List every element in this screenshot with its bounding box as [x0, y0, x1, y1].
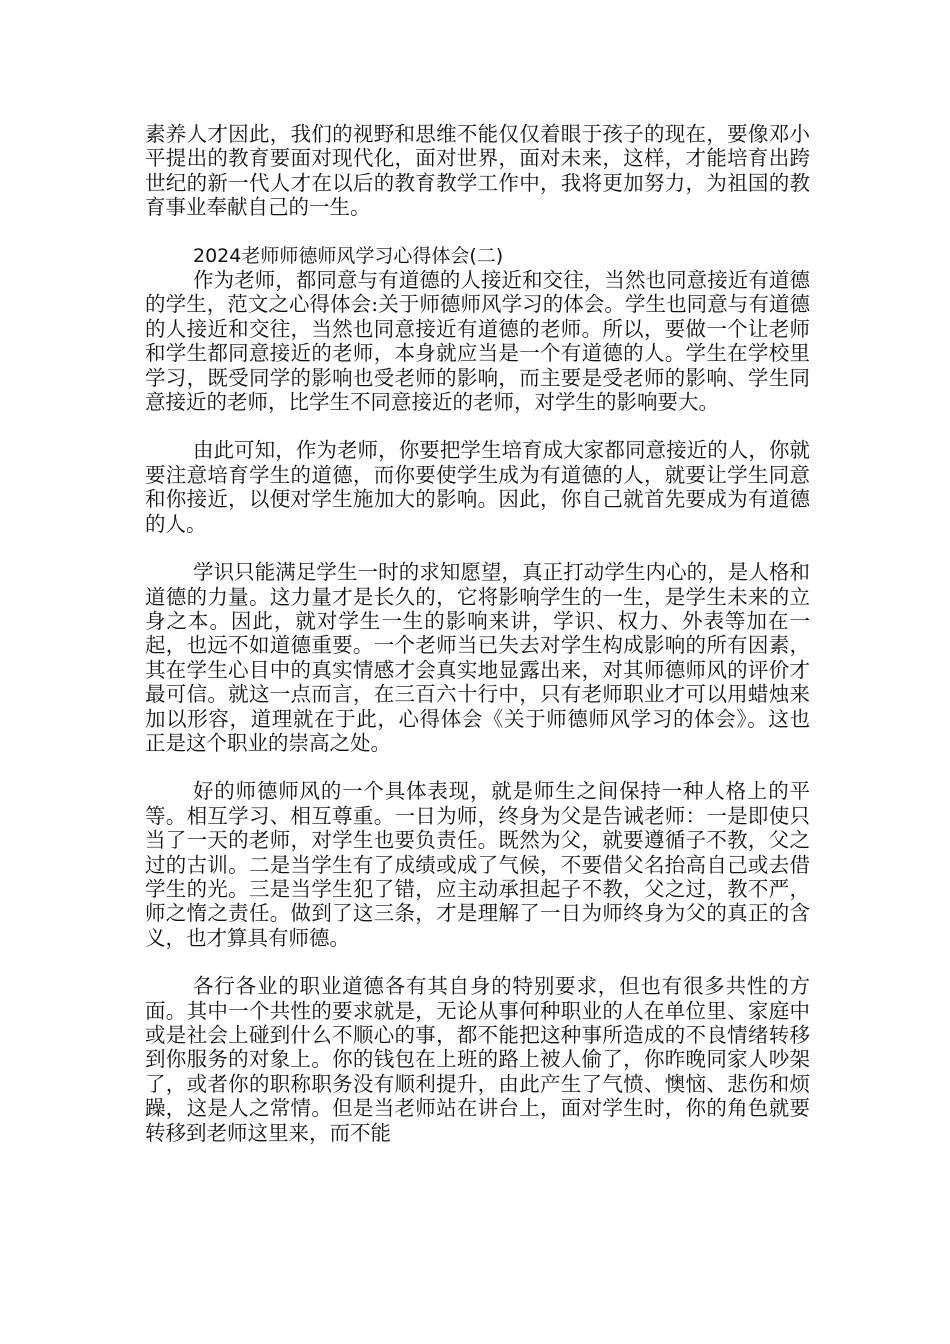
body-paragraph-5: 各行各业的职业道德各有其自身的特别要求，但也有很多共性的方面。其中一个共性的要求就是，无论从事何种职业的人在单位里、家庭中或是社会上碰到什么不顺心的事，都不能把这种事所造成的不良情绪转移到你服务的对象上。你的钱包在上班的路上被人偷了，你昨晚同家人吵架了，或者你的职称职务没有顺利提升，由此产生了气愤、懊恼、悲伤和烦躁，这是人之常情。但是当老师站在讲台上，面对学生时，你的角色就要转移到老师这里来，而不能 [145, 974, 810, 1145]
body-paragraph-3: 学识只能满足学生一时的求知愿望，真正打动学生内心的，是人格和道德的力量。这力量才是长久的，它将影响学生的一生，是学生未来的立身之本。因此，就对学生一生的影响来讲，学识、权力、外表等加在一起，也远不如道德重要。一个老师当已失去对学生构成影响的所有因素，其在学生心目中的真实情感才会真实地显露出来，对其师德师风的评价才最可信。就这一点而言，在三百六十行中，只有老师职业才可以用蜡烛来加以形容，道理就在于此，心得体会《关于师德师风学习的体会》。这也正是这个职业的崇高之处。 [145, 560, 810, 755]
document-body [145, 122, 810, 1145]
body-paragraph-1: 作为老师，都同意与有道德的人接近和交往，当然也同意接近有道德的学生，范文之心得体会:关于师德师风学习的体会。学生也同意与有道德的人接近和交往，当然也同意接近有道德的老师。所以，要做一个让老师和学生都同意接近的老师，本身就应当是一个有道德的人。学生在学校里学习，既受同学的影响也受老师的影响，而主要是受老师的影响、学生同意接近的老师，比学生不同意接近的老师，对学生的影响要大。 [145, 268, 810, 415]
body-paragraph-2: 由此可知，作为老师，你要把学生培育成大家都同意接近的人，你就要注意培育学生的道德，而你要使学生成为有道德的人，就要让学生同意和你接近，以便对学生施加大的影响。因此，你自己就首先要成为有道德的人。 [145, 438, 810, 536]
section-title: 2024老师师德师风学习心得体会(二) [193, 244, 504, 267]
body-paragraph-4: 好的师德师风的一个具体表现，就是师生之间保持一种人格上的平等。相互学习、相互尊重。一日为师，终身为父是告诫老师：一是即使只当了一天的老师，对学生也要负责任。既然为父，就要遵循子不教，父之过的古训。二是当学生有了成绩或成了气候，不要借父名抬高自己或去借学生的光。三是当学生犯了错，应主动承担起子不教，父之过，教不严，师之惰之责任。做到了这三条，才是理解了一日为师终身为父的真正的含义，也才算具有师德。 [145, 779, 810, 950]
intro-paragraph: 素养人才因此，我们的视野和思维不能仅仅着眼于孩子的现在，要像邓小平提出的教育要面对现代化，面对世界，面对未来，这样，才能培育出跨世纪的新一代人才在以后的教育教学工作中，我将更加努力，为祖国的教育事业奉献自己的一生。 [145, 122, 810, 220]
